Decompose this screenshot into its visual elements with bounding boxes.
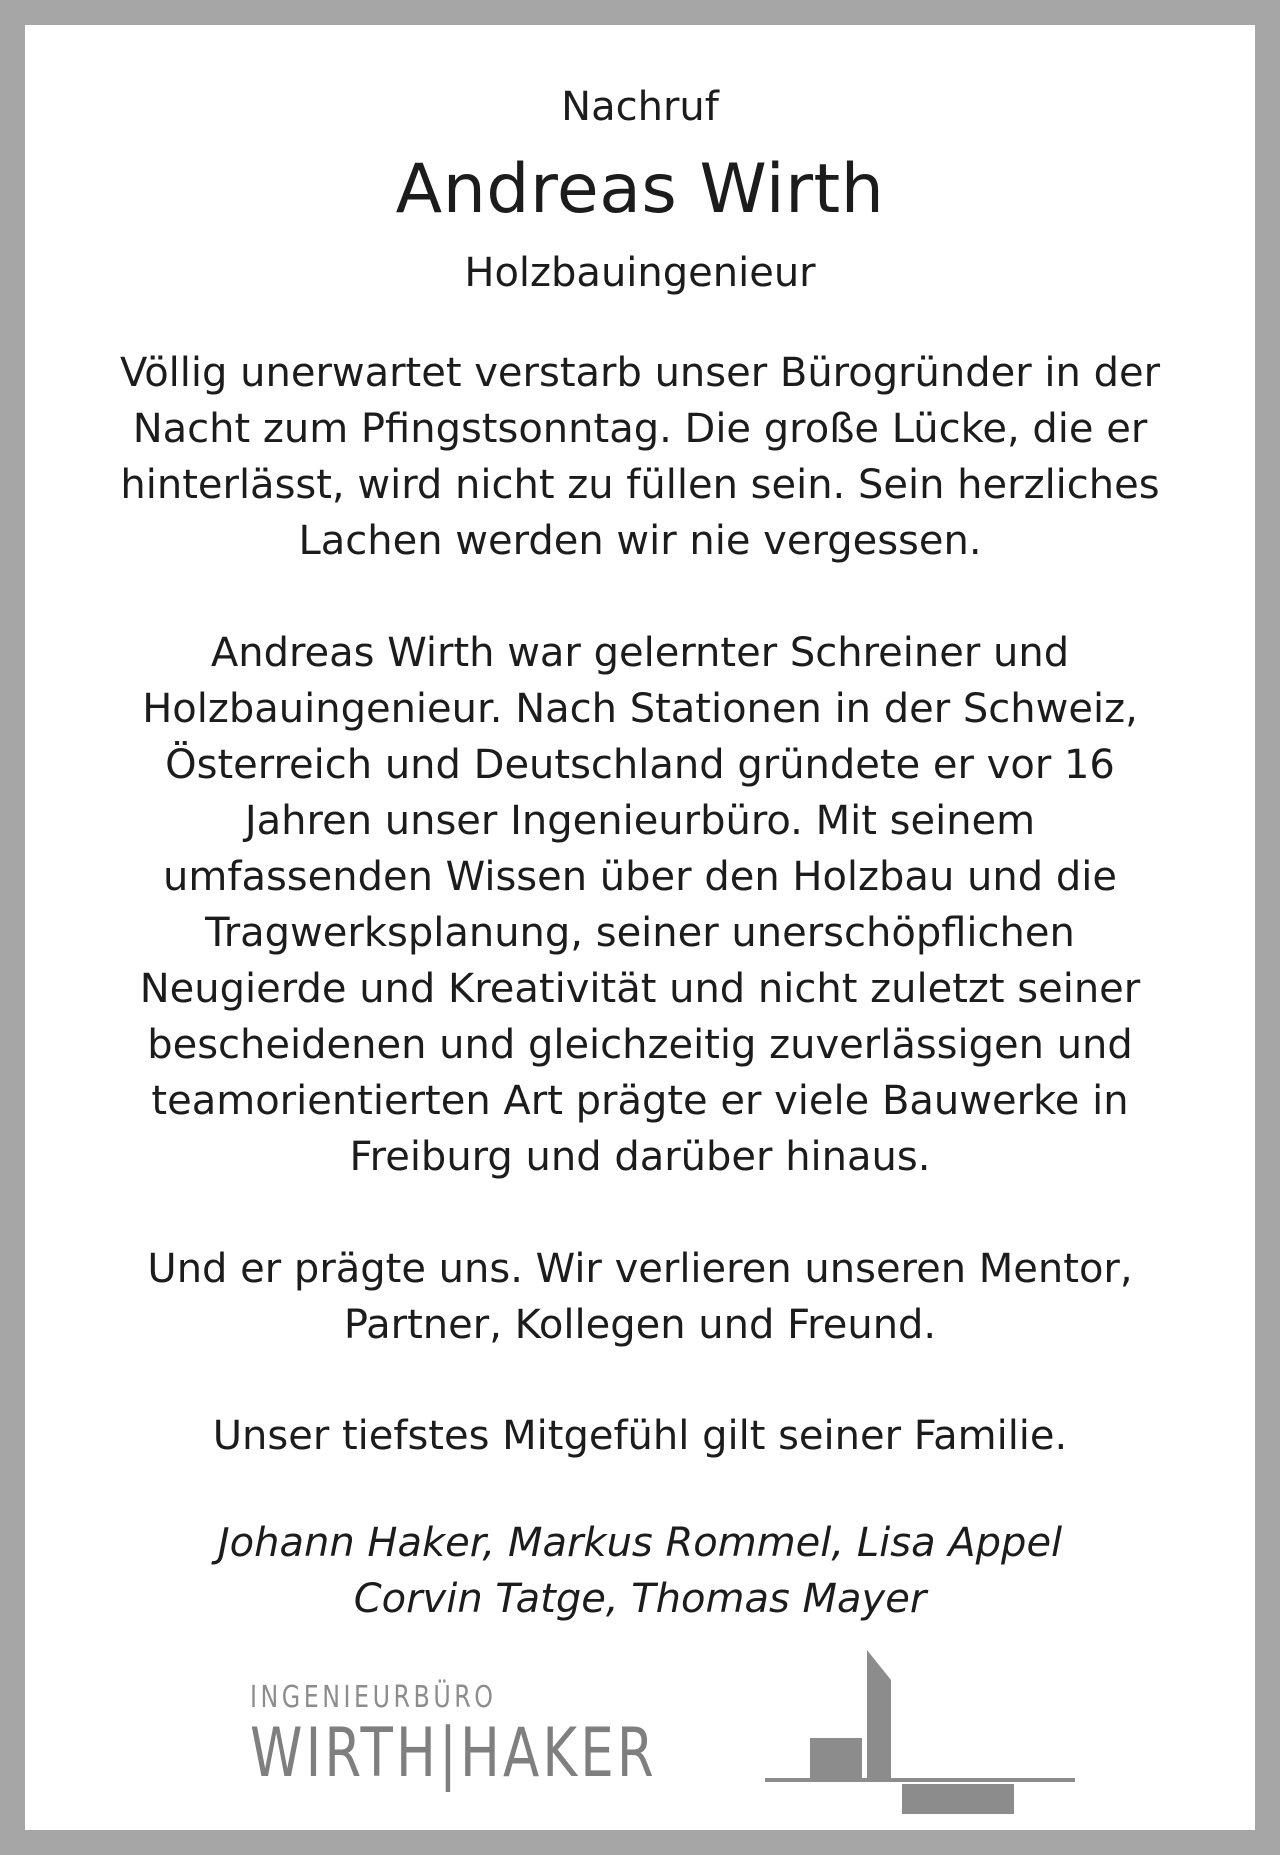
text-line: Freiburg und darüber hinaus. [349, 1134, 931, 1180]
text-line: Neugierde und Kreativität und nicht zuletzt seiner [139, 966, 1141, 1012]
text-line: Österreich und Deutschland gründete er vor 16 [165, 742, 1115, 788]
obituary-label: Nachruf [561, 84, 719, 130]
paragraph-tribute [65, 1241, 1215, 1353]
text-line: Und er prägte uns. Wir verlieren unseren Mentor, [147, 1246, 1133, 1292]
company-logo [250, 1650, 1080, 1830]
signers-line: Johann Haker, Markus Rommel, Lisa Appel [217, 1520, 1063, 1566]
text-line: Partner, Kollegen und Freund. [343, 1302, 937, 1348]
logo-wordmark: WIRTH|HAKER [250, 1714, 657, 1793]
building-mark-icon [765, 1650, 1075, 1820]
text-line: Nacht zum Pfingstsonntag. Die große Lücke, die er [132, 406, 1148, 452]
text-line: Unser tiefstes Mitgefühl gilt seiner Familie. [212, 1413, 1068, 1459]
text-line: Tragwerksplanung, seiner unerschöpflichen [205, 910, 1075, 956]
text-line: Lachen werden wir nie vergessen. [298, 518, 982, 564]
text-line: Völlig unerwartet verstarb unser Bürogründer in der [119, 350, 1161, 396]
text-line: bescheidenen und gleichzeitig zuverlässigen und [147, 1022, 1133, 1068]
signers-line: Corvin Tatge, Thomas Mayer [353, 1576, 927, 1622]
obituary-card [25, 25, 1255, 1830]
text-line: Andreas Wirth war gelernter Schreiner und [210, 630, 1070, 676]
paragraph-announcement [65, 345, 1215, 569]
text-line: Holzbauingenieur. Nach Stationen in der Schweiz, [142, 686, 1138, 732]
text-line: umfassenden Wissen über den Holzbau und die [163, 854, 1117, 900]
signers [65, 1515, 1215, 1627]
paragraph-condolence [65, 1408, 1215, 1464]
logo-subtitle: INGENIEURBÜRO [250, 1680, 497, 1715]
deceased-name: Andreas Wirth [395, 150, 885, 229]
text-line: Jahren unser Ingenieurbüro. Mit seinem [244, 798, 1036, 844]
paragraph-biography [65, 625, 1215, 1185]
deceased-profession: Holzbauingenieur [464, 250, 816, 296]
text-line: hinterlässt, wird nicht zu füllen sein. Sein herzliches [120, 462, 1160, 508]
text-line: teamorientierten Art prägte er viele Bauwerke in [151, 1078, 1129, 1124]
